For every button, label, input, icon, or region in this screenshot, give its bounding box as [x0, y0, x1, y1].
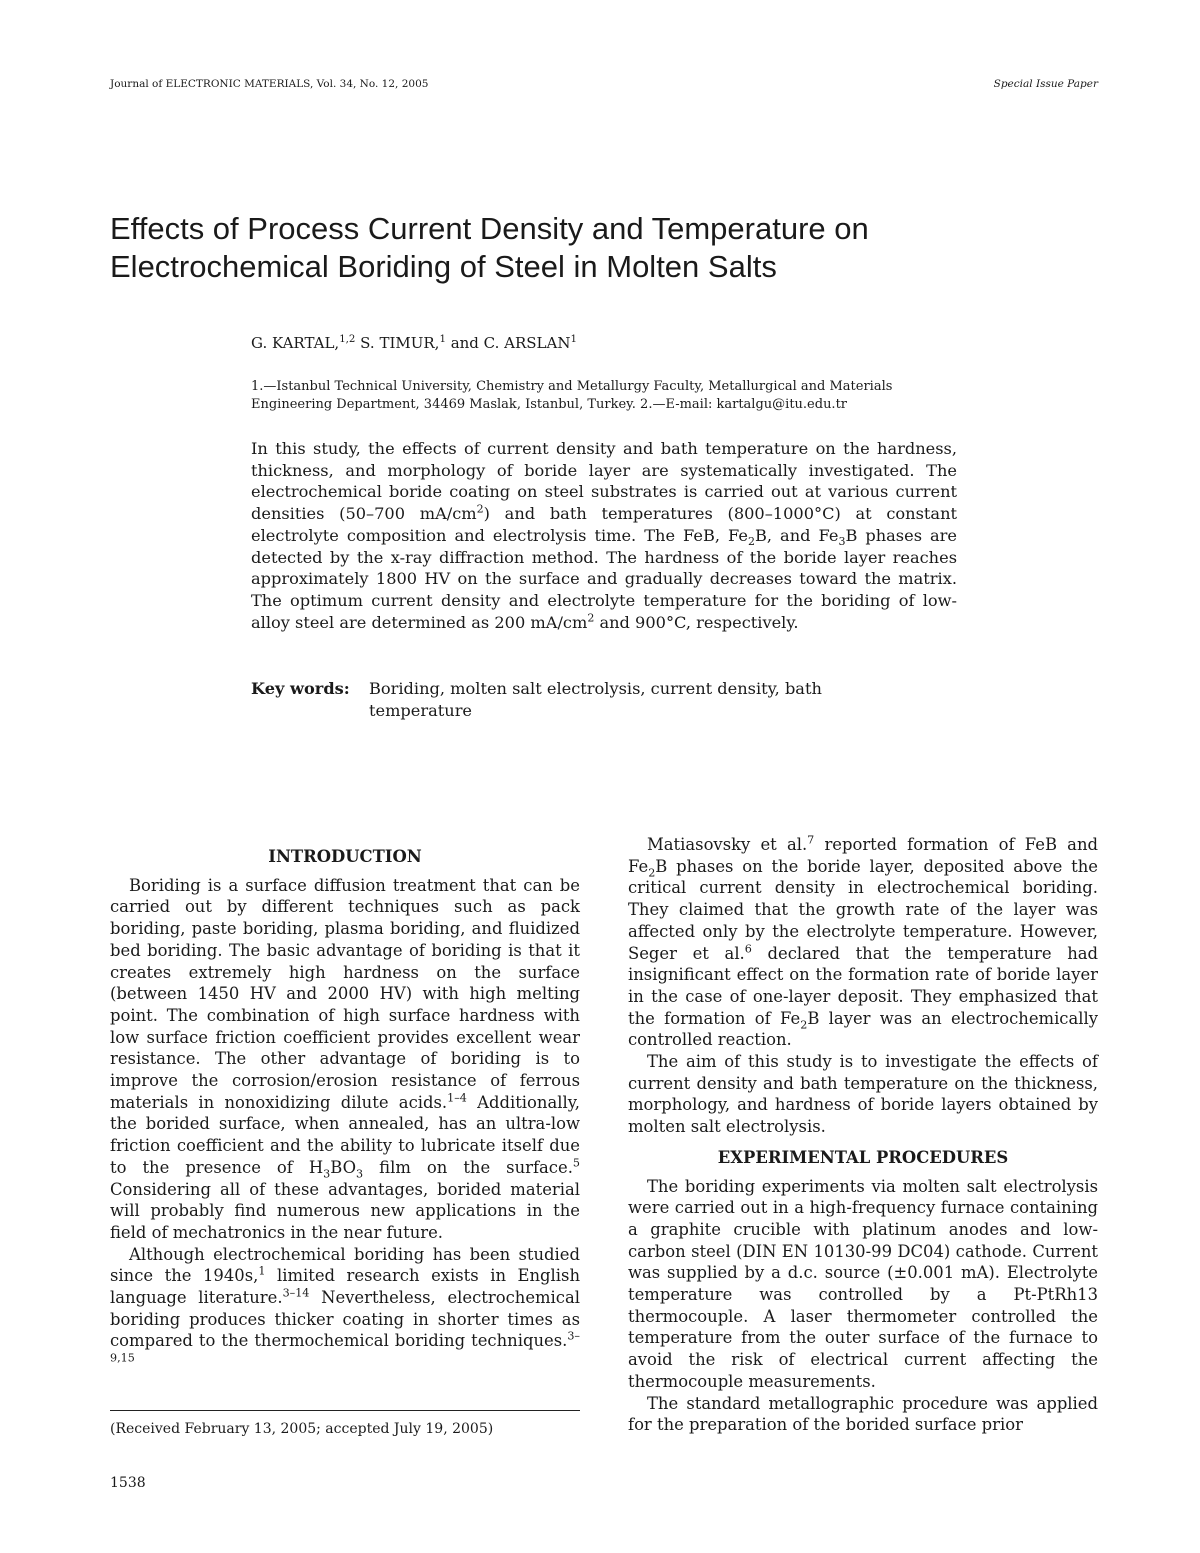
- body-text: Boriding is a surface diffusion treatment that can be carried out by different techniques such as pack boriding, paste boriding, plasma boriding, and fluidized bed boriding. The basic advantage of boriding is that it creates extremely high hardness on the surface (between 1450 HV and 2000 HV) with high melting point. The combination of high surface hardness with low surface friction coefficient provides excellent wear resistance. The other advantage of boriding is to improve the corrosion/erosion resistance of ferrous materials in nonoxidizing dilute acids.: [110, 875, 580, 1112]
- right-paragraph-2: The aim of this study is to investigate the effects of current density and bath temperature on the thickness, morphology, and hardness of boride layers obtained by molten salt electrolysis.: [628, 1052, 1098, 1137]
- author-timur: S. TIMUR,: [355, 334, 440, 352]
- footnote-rule: [110, 1410, 580, 1411]
- body-text: Although electrochemical boriding has been studied since the 1940s,: [110, 1244, 580, 1286]
- abstract-sub: 2: [747, 535, 755, 549]
- right-paragraph-4: The standard metallographic procedure was applied for the preparation of the borided surface prior: [628, 1393, 1098, 1435]
- citation-ref: 3–9,15: [110, 1330, 580, 1365]
- author-arslan: and C. ARSLAN: [445, 334, 571, 352]
- citation-ref: 1: [258, 1264, 266, 1278]
- subscript: 3: [323, 1167, 331, 1181]
- citation-ref: 6: [744, 942, 752, 956]
- author-timur-affil: 1: [439, 334, 446, 345]
- keywords-label: Key words:: [251, 679, 350, 698]
- subscript: 2: [648, 865, 656, 879]
- right-paragraph-1: [628, 834, 1098, 1051]
- author-kartal-affil: 1,2: [339, 334, 356, 345]
- keywords-text: Boriding, molten salt electrolysis, current density, bath temperature: [369, 679, 822, 720]
- body-text: Additionally, the borided surface, when annealed, has an ultra-low friction coefficient and the ability to lubricate itself due to the presence of H: [110, 1092, 580, 1177]
- body-text: BO: [330, 1157, 357, 1177]
- left-column: [110, 846, 580, 1374]
- body-text: B phases on the boride layer, deposited above the critical current density in electrochemical boriding. They claimed that the growth rate of the layer was affected only by the electrolyte temperature. However, Seger et al.: [628, 856, 1098, 963]
- citation-ref: 3–14: [282, 1286, 310, 1300]
- author-list: [251, 333, 577, 353]
- received-dates: (Received February 13, 2005; accepted July 19, 2005): [110, 1421, 494, 1437]
- section-label: Special Issue Paper: [993, 78, 1098, 90]
- abstract-text: ) and bath temperatures (800–1000°C) at constant electrolyte composition and electrolysis time. The FeB, Fe: [251, 504, 957, 545]
- body-text: limited research exists in English language literature.: [110, 1266, 581, 1308]
- title-line-1: Effects of Process Current Density and Temperature on: [110, 211, 869, 246]
- body-text: declared that the temperature had insignificant effect on the formation rate of boride layer in the case of one-layer deposit. They emphasized that the formation of Fe: [628, 943, 1099, 1028]
- intro-paragraph-1: [110, 875, 580, 1244]
- subscript: 2: [800, 1017, 808, 1031]
- intro-paragraph-2: [110, 1244, 580, 1374]
- right-column: [628, 834, 1098, 1436]
- subscript: 3: [356, 1167, 364, 1181]
- experimental-heading: EXPERIMENTAL PROCEDURES: [717, 1147, 1009, 1167]
- abstract-text: and 900°C, respectively.: [594, 612, 799, 632]
- abstract-text: B, and Fe: [754, 525, 839, 545]
- journal-citation: Journal of ELECTRONIC MATERIALS, Vol. 34, No. 12, 2005: [110, 78, 429, 90]
- abstract-sup: 2: [476, 502, 484, 516]
- affiliation-line-1: 1.—Istanbul Technical University, Chemistry and Metallurgy Faculty, Metallurgical and Materials: [251, 379, 893, 394]
- citation-ref: 5: [572, 1156, 580, 1170]
- citation-ref: 1–4: [447, 1091, 467, 1105]
- page-number: 1538: [110, 1475, 146, 1491]
- abstract-sub: 3: [838, 535, 846, 549]
- abstract-sup: 2: [587, 611, 595, 625]
- body-text: B layer was an electrochemically controlled reaction.: [628, 1008, 1099, 1050]
- author-arslan-affil: 1: [570, 334, 577, 345]
- body-text: Considering all of these advantages, borided material will probably find numerous new applications in the field of mechatronics in the near future.: [110, 1179, 580, 1242]
- citation-ref: 7: [807, 833, 815, 847]
- body-text: reported formation of FeB and Fe: [628, 835, 1098, 876]
- running-head: [110, 77, 1098, 91]
- abstract-text: B phases are detected by the x-ray diffraction method. The hardness of the boride layer reaches approximately 1800 HV on the surface and gradually decreases toward the matrix. The optimum current density and electrolyte temperature for the boriding of low-alloy steel are determined as 200 mA/cm: [251, 525, 957, 632]
- abstract-text: In this study, the effects of current density and bath temperature on the hardness, thickness, and morphology of boride layer are systematically investigated. The electrochemical boride coating on steel substrates is carried out at various current densities (50–700 mA/cm: [251, 439, 957, 524]
- introduction-heading: INTRODUCTION: [268, 847, 422, 866]
- body-text: Matiasovsky et al.: [647, 835, 808, 854]
- right-paragraph-3: The boriding experiments via molten salt electrolysis were carried out in a high-frequency furnace containing a graphite crucible with platinum anodes and low-carbon steel (DIN EN 10130-99 DC04) cathode. Current was supplied by a d.c. source (±0.001 mA). Electrolyte temperature was controlled by a Pt-PtRh13 thermocouple. A laser thermometer controlled the temperature from the outer surface of the furnace to avoid the risk of electrical current affecting the thermocouple measurements.: [628, 1176, 1098, 1391]
- abstract: [251, 438, 957, 633]
- paper-title: [110, 210, 1030, 286]
- body-text: Nevertheless, electrochemical boriding produces thicker coating in shorter times as compared to the thermochemical boriding techniques.: [110, 1288, 580, 1351]
- title-line-2: Electrochemical Boriding of Steel in Molten Salts: [110, 249, 777, 284]
- body-text: film on the surface.: [363, 1157, 573, 1177]
- affiliations: [251, 378, 1011, 414]
- author-kartal: G. KARTAL,: [251, 334, 340, 352]
- affiliation-line-2: Engineering Department, 34469 Maslak, Istanbul, Turkey. 2.—E-mail: kartalgu@itu.edu.tr: [251, 397, 848, 412]
